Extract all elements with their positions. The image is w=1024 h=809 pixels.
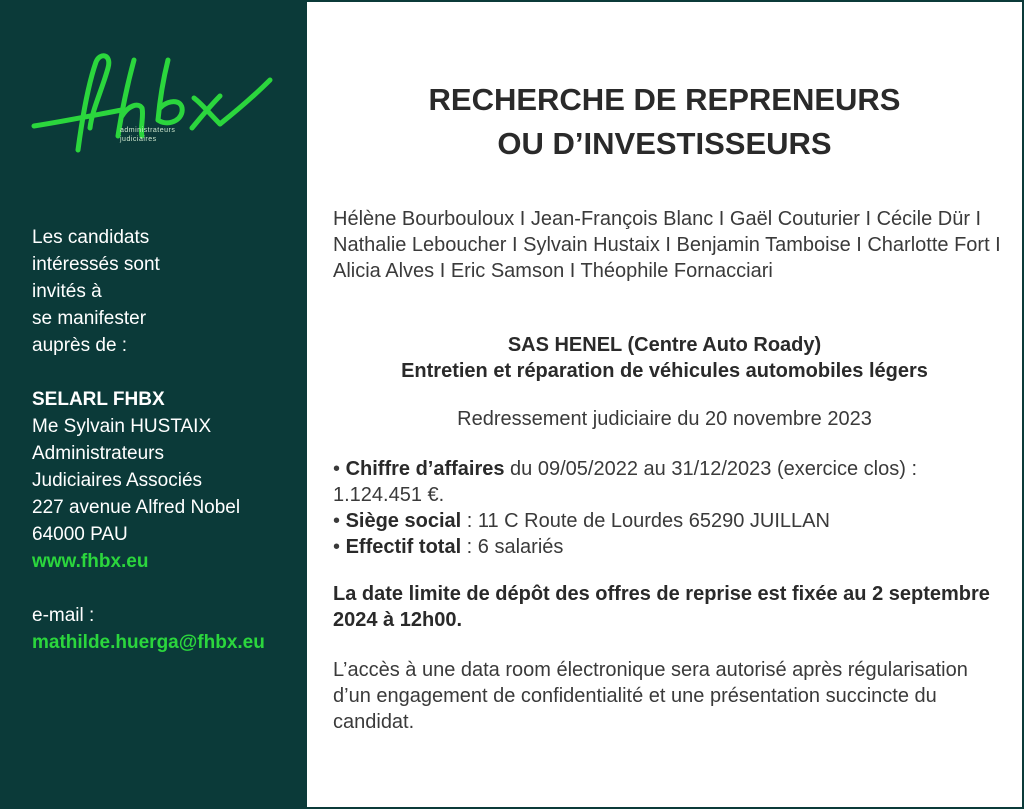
logo-tagline-line2: judiciaires bbox=[120, 136, 157, 143]
intro-line: intéressés sont bbox=[32, 254, 160, 275]
fact-value: : 6 salariés bbox=[461, 536, 564, 558]
company-name: SAS HENEL (Centre Auto Roady) bbox=[507, 334, 822, 356]
contact-line: Administrateurs bbox=[32, 443, 164, 464]
intro-line: se manifester bbox=[32, 308, 147, 329]
sidebar-text bbox=[32, 224, 292, 656]
intro-line: Les candidats bbox=[32, 227, 150, 248]
contact-line: Me Sylvain HUSTAIX bbox=[32, 416, 212, 437]
dataroom-text: L’accès à une data room électronique sera autorisé après régularisation d’un engagement de confidentialité et une présentation succincte du candidat. bbox=[333, 659, 968, 733]
fact-revenue bbox=[333, 456, 1003, 508]
intro-line: auprès de : bbox=[32, 335, 128, 356]
procedure-text: Redressement judiciaire du 20 novembre 2023 bbox=[457, 408, 872, 430]
fact-headcount bbox=[333, 534, 1003, 560]
title-line-2: OU D’INVESTISSEURS bbox=[497, 126, 832, 161]
contact-line: 64000 PAU bbox=[32, 524, 128, 545]
facts-list bbox=[333, 456, 1003, 560]
fact-head-office bbox=[333, 508, 1003, 534]
page-title bbox=[307, 78, 1022, 166]
contact-sidebar bbox=[0, 0, 305, 809]
website-link[interactable]: www.fhbx.eu bbox=[32, 551, 149, 572]
contact-line: Judiciaires Associés bbox=[32, 470, 203, 491]
firm-name: SELARL FHBX bbox=[32, 389, 165, 410]
fact-label: Effectif total bbox=[345, 536, 462, 558]
title-line-1: RECHERCHE DE REPRENEURS bbox=[428, 82, 901, 117]
bullet: • bbox=[333, 510, 346, 532]
spacer bbox=[32, 575, 292, 602]
company-activity: Entretien et réparation de véhicules automobiles légers bbox=[401, 360, 928, 382]
fact-value: du 09/05/2022 au 31/12/2023 (exercice clos) : 1.124.451 €. bbox=[333, 458, 917, 506]
bullet: • bbox=[333, 536, 346, 558]
intro-line: invités à bbox=[32, 281, 102, 302]
email-label: e-mail : bbox=[32, 605, 95, 626]
fact-label: Siège social bbox=[345, 510, 462, 532]
spacer bbox=[32, 359, 292, 386]
fact-label: Chiffre d’affaires bbox=[345, 458, 505, 480]
main-content bbox=[307, 2, 1022, 807]
email-link[interactable]: mathilde.huerga@fhbx.eu bbox=[32, 632, 265, 653]
company-block bbox=[307, 332, 1022, 384]
logo-tagline-line1: administrateurs bbox=[120, 127, 176, 134]
bullet: • bbox=[333, 458, 346, 480]
logo-tagline bbox=[120, 126, 175, 144]
contact-line: 227 avenue Alfred Nobel bbox=[32, 497, 241, 518]
administrators-list: Hélène Bourbouloux I Jean-François Blanc I Gaël Couturier I Cécile Dür I Nathalie Leboucher I Sylvain Hustaix I Benjamin Tamboise I Charlotte Fort I Alicia Alves I Eric Samson I Théophile Fornacciari bbox=[333, 208, 1001, 282]
fact-value: : 11 C Route de Lourdes 65290 JUILLAN bbox=[461, 510, 830, 532]
deadline-text: La date limite de dépôt des offres de reprise est fixée au 2 septembre 2024 à 12h00. bbox=[333, 583, 990, 631]
